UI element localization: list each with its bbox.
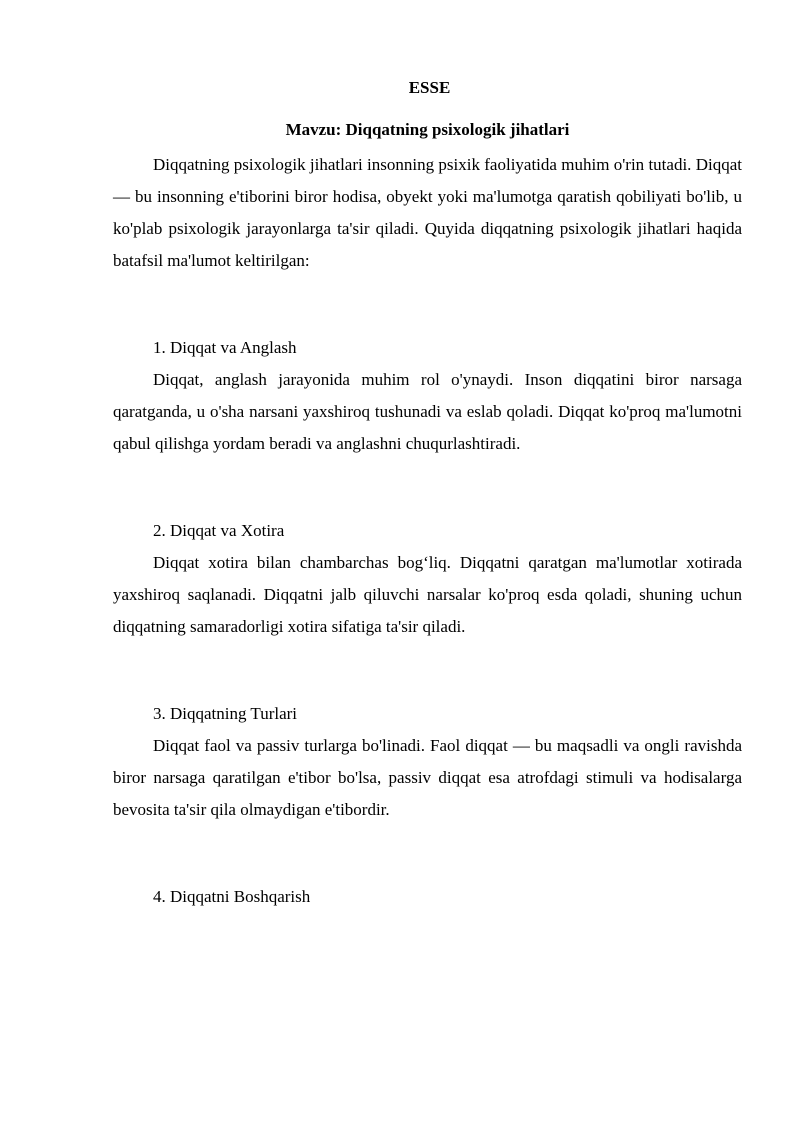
- section-heading: 2. Diqqat va Xotira: [153, 521, 285, 540]
- section-paragraph: Diqqat faol va passiv turlarga bo'linadi. Faol diqqat — bu maqsadli va ongli ravishda biror narsaga qaratilgan e'tibor bo'lsa, passiv diqqat esa atrofdagi stimuli va hodisalarga bevosita ta'sir qila olmaydigan e'tibordir.: [113, 736, 742, 819]
- intro-paragraph: Diqqatning psixologik jihatlari insonning psixik faoliyatida muhim o'rin tutadi. Diqqat — bu insonning e'tiborini biror hodisa, obyekt yoki ma'lumotga qaratish qobiliyati bo'lib, u ko'plab psixologik jarayonlarga ta'sir qiladi. Quyida diqqatning psixologik jihatlari haqida batafsil ma'lumot keltirilgan:: [113, 155, 742, 270]
- section-paragraph: Diqqat xotira bilan chambarchas bog‘liq. Diqqatni qaratgan ma'lumotlar xotirada yaxshiroq saqlanadi. Diqqatni jalb qiluvchi narsalar ko'proq esda qoladi, shuning uchun diqqatning samaradorligi xotira sifatiga ta'sir qiladi.: [113, 553, 742, 636]
- section-paragraph: Diqqat, anglash jarayonida muhim rol o'ynaydi. Inson diqqatini biror narsaga qaratganda, u o'sha narsani yaxshiroq tushunadi va eslab qoladi. Diqqat ko'proq ma'lumotni qabul qilishga yordam beradi va anglashni chuqurlashtiradi.: [113, 370, 742, 453]
- document-subtitle: Mavzu: Diqqatning psixologik jihatlari: [285, 120, 570, 139]
- section-gap: [113, 643, 742, 698]
- section-heading: 3. Diqqatning Turlari: [153, 704, 298, 723]
- document-body: [113, 72, 742, 913]
- document-title: ESSE: [408, 78, 451, 97]
- section-gap: [113, 460, 742, 515]
- section-gap: [113, 277, 742, 332]
- section-heading: 1. Diqqat va Anglash: [153, 338, 297, 357]
- section-heading: 4. Diqqatni Boshqarish: [153, 887, 311, 906]
- section-gap: [113, 826, 742, 881]
